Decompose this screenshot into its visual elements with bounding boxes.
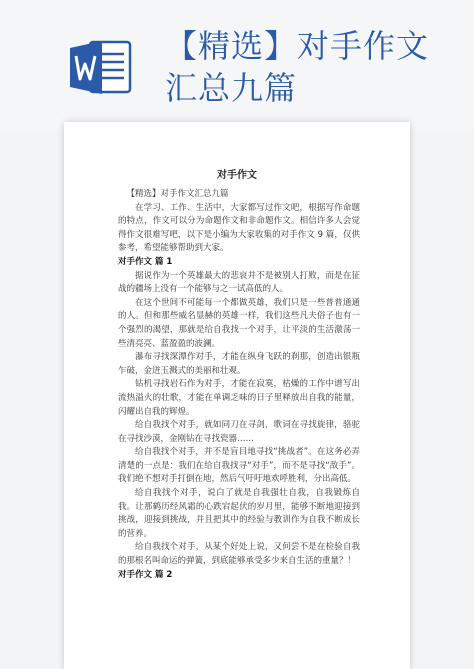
section-heading: 对手作文 篇 2 [118, 569, 173, 580]
body-paragraph: 在这个世间不可能每一个都做英雄，我们只是一些普普通通的人。但和那些威名显赫的英雄一样，我们这些凡夫俗子也有一个强烈的渴望，那就是给自我找一个对手，让平淡的生活激荡一些清亮亮、蓝盈盈的波澜。 [118, 297, 360, 349]
document-body [118, 188, 360, 582]
banner-title-line-1: 【精选】对手作文 [165, 27, 430, 65]
document-title: 对手作文 [217, 170, 257, 181]
body-paragraph: 在学习、工作、生活中，大家都写过作文吧，根据写作命题的特点，作文可以分为命题作文和非命题作文。相信许多人会觉得作文很难写吧，以下是小编为大家收集的对手作文 9 篇，仅供参考，希望能够帮助到大家。 [118, 202, 360, 254]
body-paragraph: 给自我找个对手，从某个好处上说，又何尝不是在检验自我的那根名叫命运的弹簧，到底能够承受多少来自生活的重量？！ [118, 542, 360, 567]
word-document-icon [70, 36, 132, 98]
subtitle-paragraph: 【精选】对手作文汇总九篇 [126, 189, 229, 199]
body-paragraph: 给自我找个对手，说白了就是自我强壮自我，自我锻炼自我。让那鹤历经风霜的心跌宕起伏的岁月里，能够不断地迎接到挑战，迎接到挑战，并且把其中的经验与教训作为自我不断成长的营养。 [118, 488, 360, 539]
body-paragraph: 钻机寻找岩石作为对手，才能在寂寞，枯燥的工作中谱写出流热溢火的壮歌，才能在单调乏味的日子里释放出自我的能量，闪耀出自我的辉煌。 [118, 379, 360, 417]
body-paragraph: 给自我找个对手，就如同刀在寻剑，歌词在寻找旋律，骆驼在寻找沙漠，金刚钻在寻找瓷器…… [118, 420, 360, 444]
banner [0, 0, 474, 130]
banner-title-line-2: 汇总九篇 [165, 69, 298, 107]
body-paragraph: 据说作为一个英雄最大的悲哀并不是被别人打败，而是在征战的疆场上没有一个能够与之一试高低的人。 [118, 270, 360, 295]
document-page [64, 122, 410, 669]
body-paragraph: 给自我找个对手，并不是盲目地寻找“挑战者”。在这务必弄清楚的一点是：我们在给自我找寻“对手”，而不是寻找“敌手”。我们绝不想对手打倒在地，然后气吁吁地欢呼胜利，分出高低。 [118, 447, 360, 485]
body-paragraph: 瀑布寻找深潭作对手，才能在纵身飞跃的刹那，创造出银瓶乍破，金迸玉溅式的美丽和壮观。 [118, 352, 360, 376]
section-heading: 对手作文 篇 1 [118, 256, 173, 267]
